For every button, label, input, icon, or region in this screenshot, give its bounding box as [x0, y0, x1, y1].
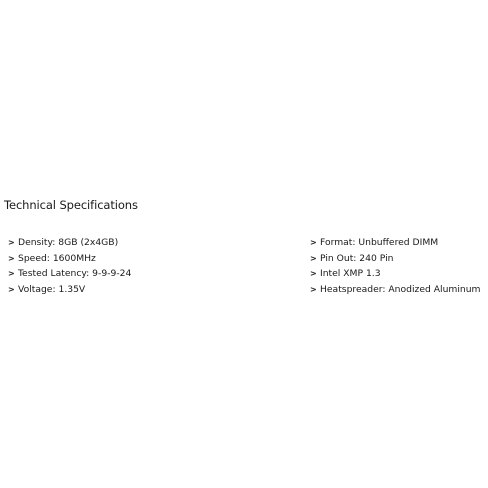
spec-text: Tested Latency: 9-9-9-24 — [18, 268, 132, 280]
spec-item-latency — [8, 266, 131, 282]
spec-text: Heatspreader: Anodized Aluminum — [320, 283, 481, 295]
spec-list-right — [310, 235, 481, 297]
spec-item-format — [310, 235, 481, 251]
spec-item-speed — [8, 251, 131, 267]
chevron-right-icon: > — [310, 238, 317, 248]
spec-text: Intel XMP 1.3 — [320, 268, 381, 280]
chevron-right-icon: > — [8, 253, 15, 263]
spec-item-heatspreader — [310, 282, 481, 298]
chevron-right-icon: > — [8, 269, 15, 279]
spec-text: Density: 8GB (2x4GB) — [18, 237, 119, 249]
chevron-right-icon: > — [310, 284, 317, 294]
spec-text: Format: Unbuffered DIMM — [320, 237, 439, 249]
spec-item-xmp — [310, 266, 481, 282]
chevron-right-icon: > — [310, 253, 317, 263]
spec-item-pinout — [310, 251, 481, 267]
chevron-right-icon: > — [310, 269, 317, 279]
chevron-right-icon: > — [8, 284, 15, 294]
spec-text: Pin Out: 240 Pin — [320, 252, 394, 264]
spec-item-voltage — [8, 282, 131, 298]
spec-text: Speed: 1600MHz — [18, 252, 96, 264]
section-heading: Technical Specifications — [4, 198, 138, 212]
spec-list-left — [8, 235, 131, 297]
chevron-right-icon: > — [8, 238, 15, 248]
spec-text: Voltage: 1.35V — [18, 283, 86, 295]
spec-item-density — [8, 235, 131, 251]
